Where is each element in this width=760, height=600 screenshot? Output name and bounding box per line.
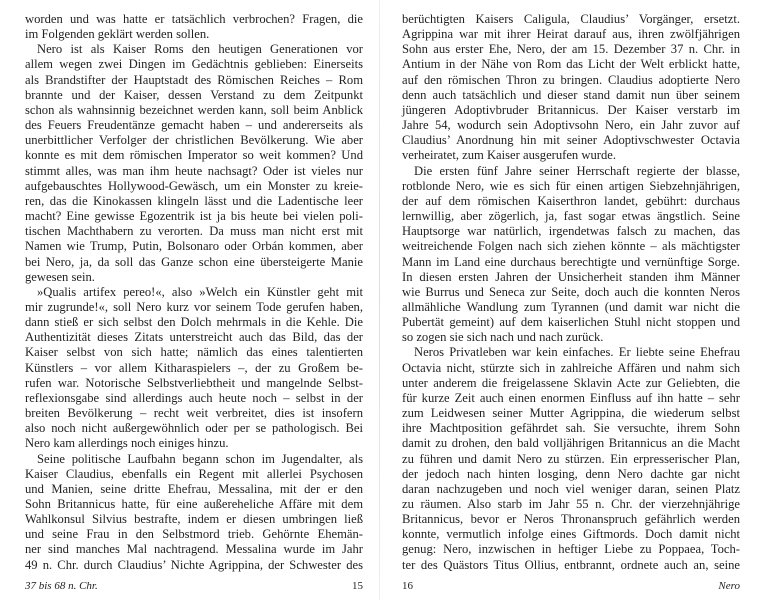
text-line: Sohn Britannicus hatte, für eine außereheliche Affäre mit dem bbox=[25, 497, 363, 511]
text-line: stimmt alles, was man ihm heute nachsagt? Oder ist vieles nur bbox=[25, 163, 363, 178]
text-line: Neros Privatleben war kein einfaches. Er liebte seine Ehefrau bbox=[414, 345, 740, 360]
paragraph bbox=[402, 164, 740, 346]
text-line: lernwillig, aber zögerlich, ja, fast sogar etwas ängstlich. Seine bbox=[402, 209, 740, 224]
text-line: genug: Nero, inzwischen in heftiger Liebe zu Poppaea, Toch- bbox=[402, 542, 740, 557]
text-line: Nero ist als Kaiser Roms den heutigen Generationen vor bbox=[37, 42, 363, 57]
text-line: rotblonde Nero, wie es sich für einen artigen Siebzehnjährigen, bbox=[402, 178, 740, 193]
text-line: ren, das die Kinokassen klingeln lässt und die Ladentische leer bbox=[25, 193, 363, 208]
text-line: Antium in der Nähe von Rom das Licht der Welt erblickt hatte, bbox=[402, 57, 740, 72]
text-line: Jahre 54, wodurch sein Adoptivsohn Nero, ein Jahr zuvor auf bbox=[402, 118, 740, 133]
text-line: und seine Frau in den Selbstmord trieb. Gehörnte Ehemän- bbox=[25, 527, 363, 542]
text-line: ner sind manches Mal nachtragend. Messalina wurde im Jahr bbox=[25, 542, 363, 557]
text-line: des Feuers Freudentänze gemacht haben – und andererseits als bbox=[25, 118, 363, 133]
text-line: Sohn aus erster Ehe, Nero, der am 15. Dezember 37 n. Chr. in bbox=[402, 42, 740, 57]
text-line: worden und was hatte er tatsächlich verbrochen? Fragen, die bbox=[25, 12, 363, 26]
text-line: verheiratet, zum Kaiser ausgerufen wurde. bbox=[402, 148, 616, 163]
text-line: tischen Machthabern zu verorten. Da muss man nicht erst mit bbox=[25, 224, 363, 239]
text-line: allmähliche Wandlung zum Tyrannen (und damit war nicht die bbox=[402, 299, 740, 314]
text-line: Kaiser selbst von sich hatte; nämlich das eines talentierten bbox=[25, 345, 363, 360]
text-line: ter des Quästors Titus Ollius, entbrannt, ordnete auch an, seine bbox=[402, 557, 740, 572]
text-line: so zogen sie sich nach und nach zurück. bbox=[402, 330, 604, 345]
text-line: reflexionsgabe sind allerdings auch heute noch – selbst in der bbox=[25, 390, 363, 405]
text-line: und Manien, seine dritte Ehefrau, Messalina, mit der er den bbox=[25, 481, 363, 496]
text-line: »Qualis artifex pereo!«, also »Welch ein Künstler geht mit bbox=[37, 284, 363, 299]
paragraph bbox=[402, 12, 740, 164]
text-line: zu führen und damit Nero zu stürzen. Ein erpresserischer Plan, bbox=[402, 451, 740, 466]
text-line: also noch nicht außergewöhnlich oder per se pathologisch. Bei bbox=[25, 421, 363, 436]
text-line: berüchtigten Kaisers Caligula, Claudius’ Vorgänger, ersetzt. bbox=[402, 12, 740, 26]
text-line: unter anderem die freigelassene Sklavin Acte zur Geliebten, die bbox=[402, 375, 740, 390]
text-line: unerbittlicher Verfolger der christlichen Bevölkerung. Wie aber bbox=[25, 133, 363, 148]
text-line: schon als wahnsinnig bezeichnet werden kann, soll beim Anblick bbox=[25, 102, 363, 117]
text-line: als Brandstifter der Hauptstadt des Römischen Reiches – Rom bbox=[25, 72, 363, 87]
text-line: Octavia nicht, stürzte sich in zahlreiche Affären und nahm sich bbox=[402, 360, 740, 375]
text-line: Wahlkonsul Silvius bestrafte, indem er diesen umbringen ließ bbox=[25, 512, 363, 527]
text-line: Pubertät gemeint) auf dem kaiserlichen Stuhl nicht stoppen und bbox=[402, 315, 740, 330]
text-line: aufgebauschtes Hollywood-Gewäsch, um ein Monster zu kreie- bbox=[25, 178, 363, 193]
text-line: gewesen sein. bbox=[25, 269, 95, 284]
text-line: zu räumen. Also starb im Jahr 55 n. Chr. der vierzehnjährige bbox=[402, 497, 740, 511]
text-line: Die ersten fünf Jahre seiner Herrschaft regierte der blasse, bbox=[414, 163, 740, 178]
text-line: macht? Eine gewisse Egozentrik ist ja bis heute bei vielen poli- bbox=[25, 209, 363, 224]
text-line: konnte es mit dem römischen Imperator so weit kommen? Und bbox=[25, 148, 363, 163]
text-line: ihre Machtposition gefährdet sah. Sie versuchte, ihrem Sohn bbox=[402, 421, 740, 436]
text-line: weitreichende Folgen nach sich ziehen könnte – als mächtigster bbox=[402, 239, 740, 254]
text-line: auf den römischen Thron zu bringen. Claudius adoptierte Nero bbox=[402, 72, 740, 87]
text-line: Authentizität dieses Zitats unterstreicht auch das Bild, das der bbox=[25, 330, 363, 345]
running-head: 37 bis 68 n. Chr. bbox=[25, 580, 98, 592]
text-line: dann stieß er sich selbst den Dolch mehrmals in die Kehle. Die bbox=[25, 315, 363, 330]
text-line: Kaiser Claudius, ebenfalls ein Regent mit allerlei Psychosen bbox=[25, 466, 363, 481]
page-footer bbox=[25, 580, 363, 592]
page-number: 16 bbox=[402, 580, 413, 592]
text-line: rufen war. Notorische Selbstverliebtheit und mangelnde Selbst- bbox=[25, 375, 363, 390]
text-line: Nero kam allerdings noch einiges hinzu. bbox=[25, 436, 229, 451]
text-line: Agrippina war mit ihrer Heirat darauf aus, ihren zwölfjährigen bbox=[402, 27, 740, 42]
right-page bbox=[380, 0, 760, 600]
paragraph bbox=[402, 345, 740, 572]
running-head: Nero bbox=[718, 580, 740, 592]
text-line: im Folgenden geklärt werden sollen. bbox=[25, 27, 210, 42]
text-line: daran nachzugeben und noch viel weniger daran, seinen Platz bbox=[402, 481, 740, 496]
text-line: Seine politische Laufbahn begann schon im Jugendalter, als bbox=[37, 451, 363, 466]
page-number: 15 bbox=[352, 580, 363, 592]
text-line: bei Nero, ja, da soll das Ganze schon eine übersteigerte Manie bbox=[25, 254, 363, 269]
text-line: denn auch tatsächlich und dieser stand damit nun über seinem bbox=[402, 87, 740, 102]
text-line: breiten Bevölkerung – recht weit verbreitet, dies ist insofern bbox=[25, 406, 363, 421]
text-line: konnte, vermutlich infolge eines Giftmords. Doch damit nicht bbox=[402, 527, 740, 542]
text-line: brannte und der Kaiser, dessen Verstand zu dem Zeitpunkt bbox=[25, 87, 363, 102]
paragraph bbox=[25, 452, 363, 573]
text-line: Hauptsorge war natürlich, irgendetwas falsch zu machen, das bbox=[402, 224, 740, 239]
text-line: der jedoch nach hinten losging, denn Nero dachte gar nicht bbox=[402, 466, 740, 481]
text-line: Mann im Land eine durchaus berechtigte und vernünftige Sorge. bbox=[402, 254, 740, 269]
text-line: Claudius’ Anordnung hin mit seiner Adoptivschwester Octavia bbox=[402, 133, 740, 148]
text-line: In diesen ersten Jahren der Unsicherheit standen ihm Männer bbox=[402, 269, 740, 284]
page-footer bbox=[402, 580, 740, 592]
text-line: allem wegen zwei Dingen im Gedächtnis geblieben: Einerseits bbox=[25, 57, 363, 72]
paragraph bbox=[25, 12, 363, 42]
text-line: der auf dem römischen Kaiserthron landet, gebührt: durchaus bbox=[402, 193, 740, 208]
text-line: Künstlers – vor allem Kitharaspielers –, der zu Großem be- bbox=[25, 360, 363, 375]
text-line: damit zu drohen, den bald volljährigen Britannicus an die Macht bbox=[402, 436, 740, 451]
paragraph bbox=[25, 285, 363, 452]
text-line: wie Burrus und Seneca zur Seite, doch auch die konnten Neros bbox=[402, 284, 740, 299]
text-line: jüngeren Adoptivbruder Britannicus. Der Kaiser verstarb im bbox=[402, 102, 740, 117]
text-line: für kurze Zeit auch einen enormen Einfluss auf ihn hatte – sehr bbox=[402, 390, 740, 405]
text-line: mir zugrunde!«, soll Nero kurz vor seinem Tode gerufen haben, bbox=[25, 299, 363, 314]
text-line: Britannicus, bevor er Neros Thronanspruch gefährlich werden bbox=[402, 512, 740, 527]
text-line: 49 n. Chr. durch Claudius’ Nichte Agrippina, der Schwester des bbox=[25, 557, 363, 572]
text-line: Namen wie Trump, Putin, Bolsonaro oder Orbán kommen, aber bbox=[25, 239, 363, 254]
page-body bbox=[25, 12, 363, 573]
text-line: zum Leidwesen seiner Mutter Agrippina, die wiederum selbst bbox=[402, 406, 740, 421]
page-body bbox=[402, 12, 740, 573]
paragraph bbox=[25, 42, 363, 285]
